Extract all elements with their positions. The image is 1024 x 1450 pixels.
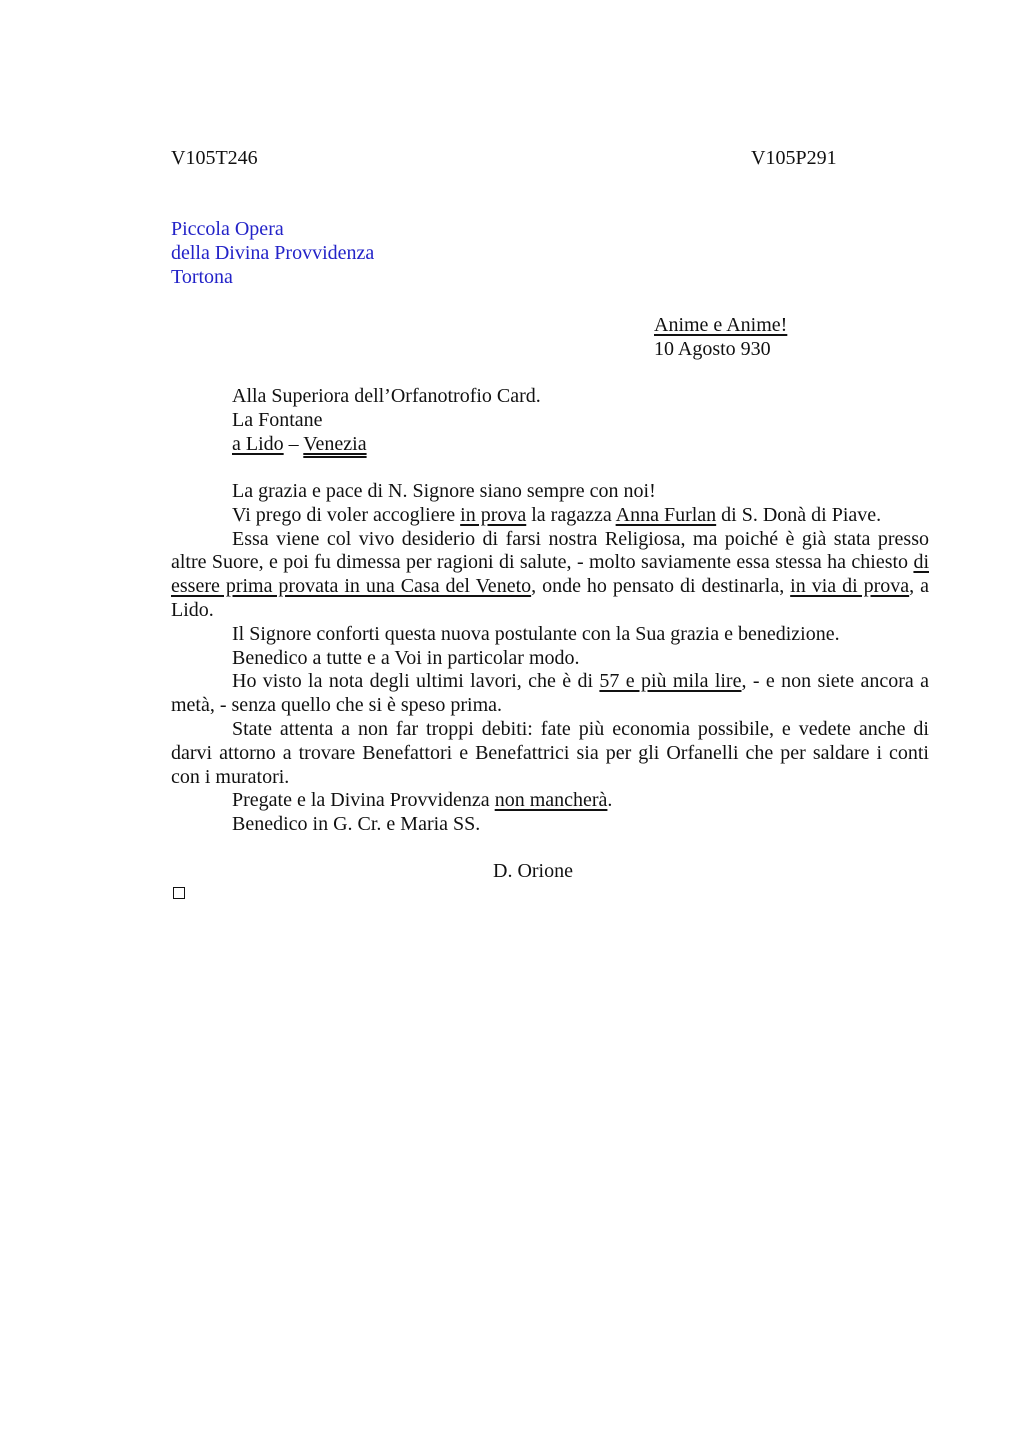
emphasis-amount: 57 e più mila lire — [599, 670, 742, 693]
addressee-line-1: Alla Superiora dell’Orfanotrofio Card. — [232, 385, 541, 407]
paragraph-request: Vi prego di voler accogliere in prova la ragazza Anna Furlan di S. Donà di Piave. — [232, 503, 882, 526]
letterhead-line-3: Tortona — [171, 266, 233, 288]
emphasis-in-prova: in prova — [460, 503, 527, 526]
letter-date: 10 Agosto 930 — [654, 338, 771, 360]
paragraph-works-note: Ho visto la nota degli ultimi lavori, che è di 57 e più mila lire, - e non siete ancora a metà, - senza quello che si è speso prima. — [171, 670, 929, 717]
emphasis-in-via-di-prova: in via di prova — [790, 575, 910, 598]
document-code-left: V105T246 — [171, 147, 258, 169]
motto: Anime e Anime! — [654, 314, 788, 336]
addressee-separator: – — [283, 433, 304, 455]
paragraph-pray: Pregate e la Divina Provvidenza non mancherà. — [232, 789, 613, 812]
letter-body — [171, 480, 929, 837]
addressee-line-3 — [232, 432, 541, 456]
emphasis-non-manchera: non mancherà — [494, 789, 608, 812]
addressee-place: a Lido — [232, 433, 284, 455]
checkbox-square-icon — [173, 887, 185, 899]
letterhead — [171, 217, 374, 289]
letterhead-line-1: Piccola Opera — [171, 218, 284, 240]
paragraph-blessing-1: Il Signore conforti questa nuova postulante con la Sua grazia e benedizione. — [232, 622, 840, 645]
letterhead-line-2: della Divina Provvidenza — [171, 242, 375, 264]
emphasis-name: Anna Furlan — [615, 503, 717, 526]
emphasis-casa-veneto: di essere prima provata in una Casa del Veneto — [171, 551, 929, 598]
document-code-right: V105P291 — [751, 147, 837, 169]
paragraph-greeting: La grazia e pace di N. Signore siano sempre con noi! — [232, 480, 656, 502]
addressee-block — [232, 384, 541, 456]
addressee-line-2: La Fontane — [232, 409, 323, 431]
signature: D. Orione — [493, 860, 573, 882]
paragraph-debts-advice: State attenta a non far troppi debiti: fate più economia possibile, e vedete anche di darvi attorno a trovare Benefattori e Benefattrici sia per gli Orfanelli che per saldare i conti con i muratori. — [171, 717, 929, 788]
addressee-city: Venezia — [303, 433, 367, 455]
paragraph-closing-blessing: Benedico in G. Cr. e Maria SS. — [232, 813, 481, 836]
date-block — [654, 313, 787, 361]
paragraph-background: Essa viene col vivo desiderio di farsi nostra Religiosa, ma poiché è già stata presso altre Suore, e poi fu dimessa per ragioni di salute, - molto saviamente essa stessa ha chiesto di essere prima provata in una Casa del Veneto, onde ho pensato di destinarla, in via di prova, a Lido. — [171, 527, 929, 621]
paragraph-blessing-2: Benedico a tutte e a Voi in particolar modo. — [232, 646, 580, 669]
